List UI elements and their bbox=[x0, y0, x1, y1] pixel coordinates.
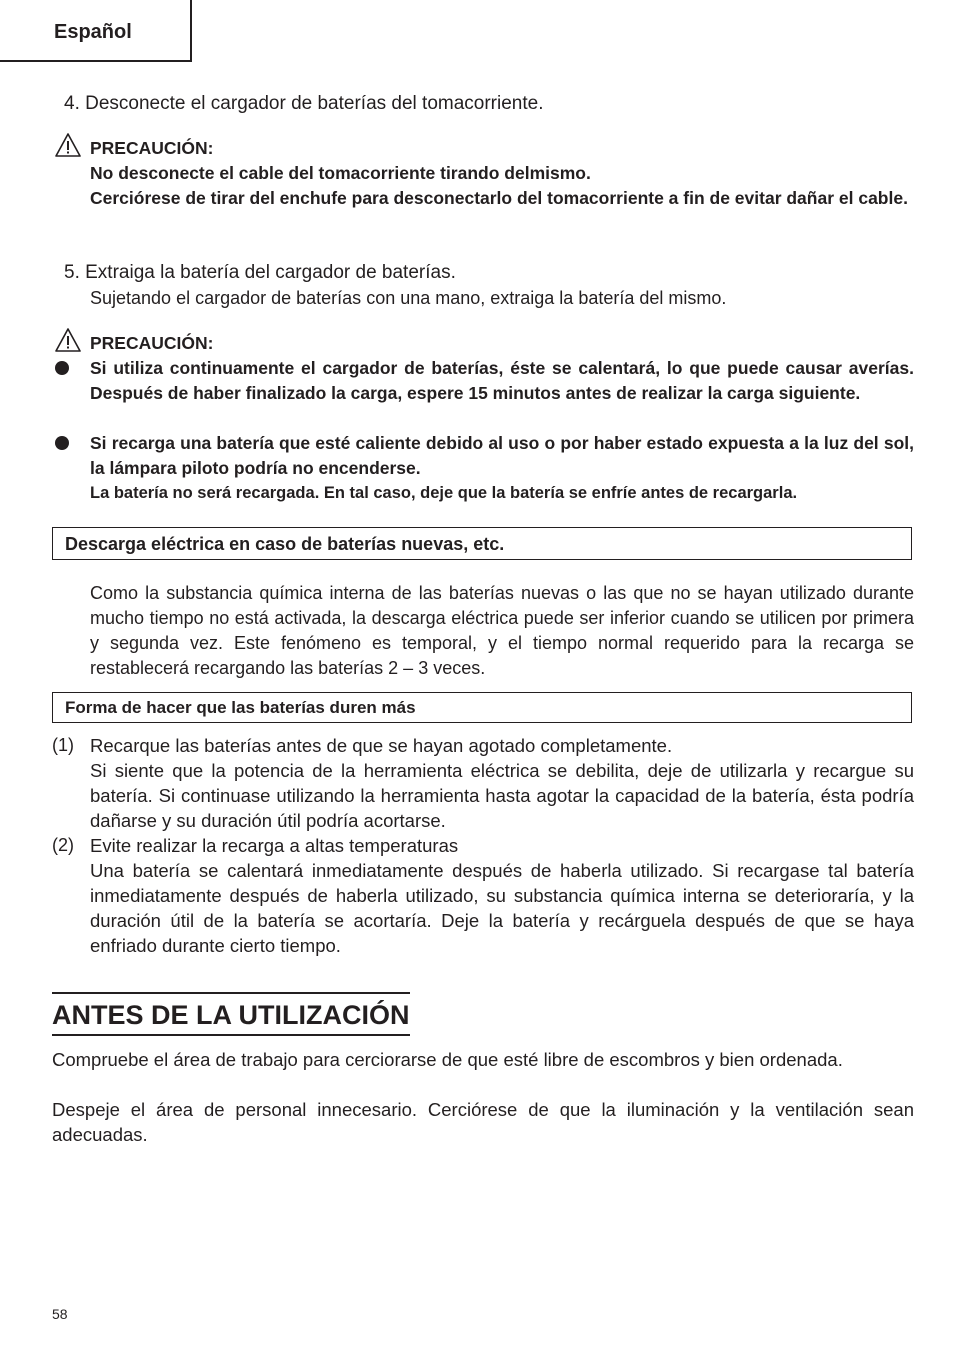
step-4: 4. Desconecte el cargador de baterías del tomacorriente. bbox=[64, 93, 544, 114]
list-item-title: Recarque las baterías antes de que se hayan agotado completamente. bbox=[90, 735, 673, 756]
bullet-icon bbox=[55, 361, 69, 375]
caution-text: No desconecte el cable del tomacorriente tirando delmismo. bbox=[90, 163, 591, 183]
section-heading: Forma de hacer que las baterías duren más bbox=[65, 698, 416, 717]
list-item-body: Si siente que la potencia de la herramienta eléctrica se debilita, deje de utilizarla y recargue su batería. Si continuase utilizando la herramienta hasta agotar la capacidad de la batería, ésta podría dañarse y su duración útil podría acortarse. bbox=[90, 760, 914, 831]
caution-label: PRECAUCIÓN: bbox=[90, 138, 214, 158]
list-number: (2) bbox=[52, 835, 74, 855]
caution-bullet: Si recarga una batería que esté caliente debido al uso o por haber estado expuesta a la luz del sol, la lámpara piloto podría no encenderse. bbox=[90, 433, 914, 478]
list-number: (1) bbox=[52, 735, 74, 755]
bullet-icon bbox=[55, 436, 69, 450]
caution-label: PRECAUCIÓN: bbox=[90, 333, 214, 353]
step-5-detail: Sujetando el cargador de baterías con una mano, extraiga la batería del mismo. bbox=[90, 288, 727, 308]
page-number: 58 bbox=[52, 1306, 68, 1322]
main-heading-box bbox=[52, 992, 410, 1036]
section-body: Como la substancia química interna de las baterías nuevas o las que no se hayan utilizado durante mucho tiempo no está activada, la descarga eléctrica puede ser inferior cuando se utilicen por primera y segunda vez. Este fenómeno es temporal, y el tiempo normal requerido para la recarga se restablecerá recargando las baterías 2 – 3 veces. bbox=[90, 583, 914, 678]
paragraph: Despeje el área de personal innecesario. Cerciórese de que la iluminación y la ventilación sean adecuadas. bbox=[52, 1099, 914, 1145]
warning-icon bbox=[55, 328, 81, 352]
language-label: Español bbox=[54, 21, 132, 43]
language-tab bbox=[0, 0, 192, 62]
main-heading: ANTES DE LA UTILIZACIÓN bbox=[52, 1000, 410, 1030]
section-heading-box bbox=[52, 692, 912, 723]
paragraph: Compruebe el área de trabajo para cerciorarse de que esté libre de escombros y bien ordenada. bbox=[52, 1049, 843, 1070]
caution-text: Cerciórese de tirar del enchufe para desconectarlo del tomacorriente a fin de evitar dañar el cable. bbox=[90, 188, 908, 208]
section-heading-box bbox=[52, 527, 912, 560]
list-item-title: Evite realizar la recarga a altas temperaturas bbox=[90, 835, 459, 856]
list-item-body: Una batería se calentará inmediatamente después de haberla utilizado. Si recargase tal batería inmediatamente después de haberla utilizado, su substancia química interna se deterioraría, y la duración útil de la batería se acortaría. Deje la batería y recárguela después de que se haya enfriado durante cierto tiempo. bbox=[90, 860, 914, 956]
caution-bullet: Si utiliza continuamente el cargador de baterías, éste se calentará, lo que puede causar averías. Después de haber finalizado la carga, espere 15 minutos antes de realizar la carga siguiente. bbox=[90, 358, 914, 403]
section-heading: Descarga eléctrica en caso de baterías nuevas, etc. bbox=[65, 534, 505, 554]
caution-note: La batería no será recargada. En tal caso, deje que la batería se enfríe antes de recargarla. bbox=[90, 484, 798, 502]
warning-icon bbox=[55, 133, 81, 157]
step-5: 5. Extraiga la batería del cargador de baterías. bbox=[64, 262, 456, 283]
